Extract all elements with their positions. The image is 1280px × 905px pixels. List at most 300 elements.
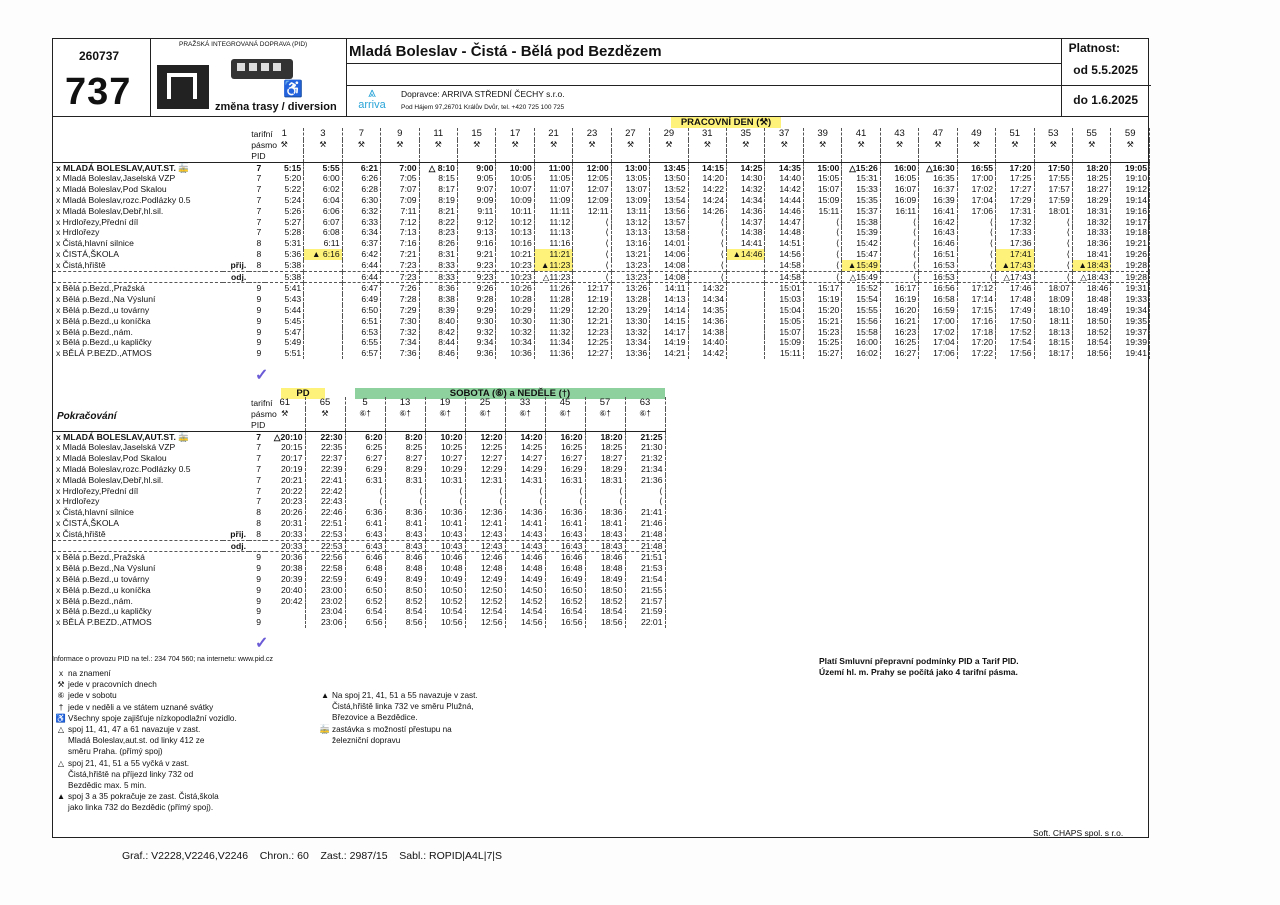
departure-time: ⟨ [345,486,385,497]
departure-time: ⟨ [573,227,611,238]
departure-time: ⟨ [957,271,995,283]
departure-time: 16:59 [919,305,957,316]
departure-time: 13:32 [611,327,649,338]
departure-time: 17:41 [996,249,1034,260]
departure-time: 16:50 [545,585,585,596]
departure-time: 8:26 [419,238,457,249]
trip-symbol: ⚒ [381,140,419,151]
timetable-row [53,442,665,453]
departure-time: 10:23 [496,260,534,271]
departure-time: △11:23 [534,271,572,283]
departure-time: 14:46 [765,206,803,217]
departure-time: 15:39 [842,227,880,238]
stop-name: x Bělá p.Bezd.,Na Výsluní [56,563,156,574]
legend-item [54,668,344,679]
departure-time [727,294,765,305]
departure-time: 8:22 [419,217,457,228]
tariff-zone: 7 [249,431,265,442]
departure-time: 7:00 [381,162,419,173]
departure-time: 7:07 [381,184,419,195]
departure-time: 12:54 [465,606,505,617]
departure-time: 16:29 [545,464,585,475]
departure-time: 10:07 [496,184,534,195]
departure-time: 8:23 [419,227,457,238]
departure-time: 14:36 [505,507,545,518]
departure-time: 9:36 [457,348,495,359]
departure-time: 12:23 [573,327,611,338]
continuation-label: Pokračování [57,411,117,422]
arriva-logo: ⩓ arriva [349,85,395,113]
trip-symbol: ⚒ [688,140,726,151]
departure-time: 19:17 [1111,217,1150,228]
departure-time: 6:57 [342,348,380,359]
timetable-row [53,294,1150,305]
departure-time: 18:07 [1034,283,1072,294]
departure-time: ⟨ [1034,271,1072,283]
departure-time: 17:04 [957,195,995,206]
departure-time: 16:09 [880,195,918,206]
departure-time: 6:20 [345,431,385,442]
trip-symbol [496,151,534,162]
departure-time: 5:45 [265,316,303,327]
departure-time: 15:21 [803,316,841,327]
departure-time: 14:25 [505,442,545,453]
departure-time: 14:30 [727,173,765,184]
departure-time: 6:52 [345,596,385,607]
trip-symbol: ⚒ [880,140,918,151]
departure-time: 11:36 [534,348,572,359]
departure-time: ⟨ [573,217,611,228]
departure-time: 8:56 [385,617,425,628]
departure-time: 15:31 [842,173,880,184]
departure-time: 14:35 [688,305,726,316]
departure-time: 17:02 [957,184,995,195]
departure-time: 11:13 [534,227,572,238]
departure-time: 10:56 [425,617,465,628]
validity-label: Platnost: [1068,41,1120,55]
trip-symbol: ⚒ [996,140,1034,151]
departure-time [727,305,765,316]
software-credit: Soft. CHAPS spol. s r.o. [1033,828,1124,838]
tariff-zone: 9 [256,584,261,595]
departure-time: 12:25 [465,442,505,453]
departure-time: 7:32 [381,327,419,338]
departure-time: 6:50 [342,305,380,316]
departure-time: 9:16 [457,238,495,249]
trip-symbol: ⑥† [465,409,505,420]
weekday-table [53,128,1150,359]
departure-time: ⟨ [425,496,465,507]
tariff-zone: 9 [256,315,262,326]
trip-symbol [727,151,765,162]
tariff-zone: 9 [256,294,262,305]
departure-time: 16:43 [545,540,585,552]
departure-time: 14:40 [765,173,803,184]
departure-time: 17:52 [996,327,1034,338]
stop-name: x Hrdlořezy [56,496,100,507]
departure-time: 8:52 [385,596,425,607]
tariff-zone: 7 [256,173,262,184]
departure-time: 8:25 [385,442,425,453]
departure-time: 15:25 [803,337,841,348]
header-label: PID [251,150,266,161]
departure-time: 18:56 [1072,348,1110,359]
departure-time: 16:46 [919,238,957,249]
departure-time: 15:23 [803,327,841,338]
timetable-row [53,184,1150,195]
departure-time: 11:09 [534,195,572,206]
trip-symbol [345,420,385,431]
departure-time: 11:29 [534,305,572,316]
departure-time: 11:32 [534,327,572,338]
departure-time: 14:27 [505,453,545,464]
departure-time: 19:37 [1111,327,1150,338]
departure-time: 6:02 [304,184,342,195]
departure-time: 13:12 [611,217,649,228]
departure-time: 20:33 [265,540,305,552]
tariff-zone: 7 [256,216,262,227]
departure-time: 16:55 [957,162,995,173]
departure-time: 21:48 [625,540,665,552]
departure-time: 16:02 [842,348,880,359]
departure-time: 15:01 [765,283,803,294]
departure-time: 18:49 [585,574,625,585]
departure-time: 9:23 [457,260,495,271]
timetable-row [53,475,665,486]
departure-time: 16:53 [919,271,957,283]
weekday-band: PRACOVNÍ DEN (⚒) [671,117,781,128]
departure-time: 10:29 [496,305,534,316]
departure-time: 12:21 [573,316,611,327]
departure-time: 21:25 [625,431,665,442]
departure-time: 16:56 [545,617,585,628]
timetable-row [53,540,665,552]
departure-time [304,348,342,359]
legend-item [318,724,578,735]
departure-time: 9:21 [457,249,495,260]
departure-time: 22:41 [305,475,345,486]
departure-time: 17:33 [996,227,1034,238]
departure-time: 8:43 [385,529,425,540]
departure-time: 13:05 [611,173,649,184]
arrival-marker [223,249,249,260]
legend-item [318,735,578,746]
departure-time: 9:00 [457,162,495,173]
departure-time: 6:54 [345,606,385,617]
departure-time: 16:43 [919,227,957,238]
arrival-marker: odj. [223,271,249,283]
legend-text: jede v sobotu [68,691,117,701]
departure-time: 17:00 [957,173,995,184]
departure-time: 6:26 [342,173,380,184]
trip-symbol [419,151,457,162]
departure-time: 8:38 [419,294,457,305]
departure-time: 21:59 [625,606,665,617]
departure-time: 14:13 [650,294,688,305]
departure-time: 14:38 [688,327,726,338]
tariff-zone: 8 [256,517,261,528]
trip-number: 49 [957,128,995,140]
departure-time: 14:38 [727,227,765,238]
departure-time: 16:00 [842,337,880,348]
departure-time: 23:06 [305,617,345,628]
legend-symbol: ▲ [320,691,330,700]
departure-time: 21:46 [625,518,665,529]
departure-time: 8:49 [385,574,425,585]
departure-time: 7:23 [381,260,419,271]
departure-time: ⟨ [573,238,611,249]
departure-time: 6:28 [342,184,380,195]
departure-time: 6:36 [345,507,385,518]
departure-time: 6:44 [342,271,380,283]
departure-time: 16:17 [880,283,918,294]
departure-time: 10:13 [496,227,534,238]
trip-symbol [842,151,880,162]
departure-time: 8:27 [385,453,425,464]
departure-time: 7:11 [381,206,419,217]
departure-time: 19:21 [1111,238,1150,249]
info-line: Informace o provozu PID na tel.: 234 704 560; na internetu: www.pid.cz [52,656,274,663]
tariff-zone: 9 [256,595,261,606]
departure-time: 20:31 [265,518,305,529]
departure-time: 13:23 [611,260,649,271]
timetable-row [53,486,665,497]
stop-name: x Mladá Boleslav,Pod Skalou [56,453,167,464]
departure-time: △18:43 [1072,271,1110,283]
stop-name [53,271,223,283]
departure-time: 18:50 [1072,316,1110,327]
legend-text: na znamení [68,669,111,678]
departure-time: 12:48 [465,563,505,574]
departure-time: 9:32 [457,327,495,338]
departure-time: 10:43 [425,540,465,552]
legend-item [54,791,344,802]
departure-time: 16:39 [919,195,957,206]
timetable-row [53,271,1150,283]
trip-symbol [996,151,1034,162]
departure-time: 20:21 [265,475,305,486]
departure-time: 10:29 [425,464,465,475]
departure-time: 17:18 [957,327,995,338]
departure-time: 17:59 [1034,195,1072,206]
trip-number: 27 [611,128,649,140]
departure-time: 5:38 [265,260,303,271]
legend-text: Všechny spoje zajišťuje nízkopodlažní vozidlo. [68,713,237,723]
tariff-zone: 9 [256,348,262,359]
departure-time: 10:46 [425,552,465,563]
departure-time: 10:05 [496,173,534,184]
trip-symbol: ⚒ [265,409,305,420]
departure-time: 19:31 [1111,283,1150,294]
legend-item [54,735,344,746]
departure-time: ⟨ [688,249,726,260]
departure-time: 5:44 [265,305,303,316]
stop-name: x Mladá Boleslav,Jaselská VZP [56,442,176,453]
timetable-row [53,574,665,585]
departure-time: 12:49 [465,574,505,585]
stop-name: x Bělá p.Bezd.,Na Výsluní [56,294,156,305]
timetable-row [53,283,1150,294]
stop-name: x Hrdlořezy [56,227,100,238]
trip-symbol: ⚒ [573,140,611,151]
departure-time: 22:53 [305,529,345,540]
departure-time: 6:56 [345,617,385,628]
departure-time: 20:38 [265,563,305,574]
departure-time: 22:42 [305,486,345,497]
departure-time: 16:27 [880,348,918,359]
departure-time: 7:26 [381,283,419,294]
departure-time: ⟨ [585,496,625,507]
departure-time: 6:33 [342,217,380,228]
trip-symbol: ⚒ [342,140,380,151]
tariff-zone [249,540,265,552]
departure-time: 8:46 [385,552,425,563]
departure-time [304,305,342,316]
departure-time: 10:49 [425,574,465,585]
departure-time [304,316,342,327]
pid-logo [157,65,209,109]
departure-time: 21:57 [625,596,665,607]
stop-name: x ČISTÁ,ŠKOLA [56,517,120,528]
departure-time: 15:07 [765,327,803,338]
departure-time: 14:47 [765,217,803,228]
departure-time: ⟨ [688,238,726,249]
trip-symbol [919,151,957,162]
departure-time: 18:52 [1072,327,1110,338]
departure-time: 17:20 [996,162,1034,173]
departure-time: 16:05 [880,173,918,184]
departure-time: 18:17 [1034,348,1072,359]
trip-symbol [381,151,419,162]
arrival-marker [223,217,249,228]
legend-item [54,679,344,690]
departure-time: 20:40 [265,585,305,596]
departure-time: 11:16 [534,238,572,249]
departure-time: 8:33 [419,260,457,271]
departure-time: 7:28 [381,294,419,305]
departure-time: 19:14 [1111,195,1150,206]
departure-time: 12:56 [465,617,505,628]
departure-time: 8:42 [419,327,457,338]
departure-time: 5:15 [265,162,303,173]
departure-time: 6:25 [345,442,385,453]
diversion-label: změna trasy / diversion [215,101,337,113]
departure-time: 12:46 [465,552,505,563]
departure-time: 15:42 [842,238,880,249]
departure-time: 21:48 [625,529,665,540]
stop-name: x Mladá Boleslav,Jaselská VZP [56,173,176,184]
departure-time: 21:32 [625,453,665,464]
departure-time: 17:36 [996,238,1034,249]
departure-time: 14:56 [505,617,545,628]
header [53,39,1148,117]
timetable-row [53,260,1150,271]
departure-time: 17:12 [957,283,995,294]
departure-time: 13:58 [650,227,688,238]
stop-name: x Bělá p.Bezd.,Pražská [53,283,223,294]
departure-time: ⟨ [688,271,726,283]
arrival-marker [223,184,249,195]
departure-time: 10:27 [425,453,465,464]
tariff-zone: 9 [256,337,262,348]
weekend-band: SOBOTA (⑥) a NEDĚLE (†) [355,388,665,399]
trip-number: 15 [457,128,495,140]
departure-time: 17:50 [1034,162,1072,173]
trip-symbol [505,420,545,431]
departure-time: 18:25 [585,442,625,453]
departure-time: 7:34 [381,337,419,348]
trip-symbol [688,151,726,162]
departure-time: 23:00 [305,585,345,596]
departure-time: 5:41 [265,283,303,294]
route-title: Mladá Boleslav - Čistá - Bělá pod Bezdězem [349,43,662,60]
carrier: Dopravce: ARRIVA STŘEDNÍ ČECHY s.r.o. [401,89,565,99]
trip-number: 47 [919,128,957,140]
trip-number: 9 [381,128,419,140]
departure-time: 12:43 [465,529,505,540]
departure-time: 14:48 [765,227,803,238]
validity-cell [1061,39,1150,116]
timetable-row [53,206,1150,217]
timetable-row [53,464,665,475]
departure-time: 7:29 [381,305,419,316]
departure-time: 15:55 [842,305,880,316]
departure-time: ⟨ [385,486,425,497]
timetable-row [53,596,665,607]
trip-symbol: ⚒ [650,140,688,151]
departure-time: ⟨ [625,486,665,497]
departure-time: 5:49 [265,337,303,348]
trip-symbol [585,420,625,431]
departure-time: 8:31 [419,249,457,260]
departure-time: 19:41 [1111,348,1150,359]
trip-number: 23 [573,128,611,140]
departure-time: 6:31 [345,475,385,486]
valid-from: od 5.5.2025 [1073,63,1138,77]
departure-time: 18:49 [1072,305,1110,316]
stop-name: x Bělá p.Bezd.,Pražská [53,552,223,563]
departure-time: 12:27 [573,348,611,359]
departure-time: △ 8:10 [419,162,457,173]
legend-text: železniční dopravu [332,735,401,745]
departure-time: 9:13 [457,227,495,238]
tariff-zone [249,271,265,283]
departure-time: 18:43 [585,529,625,540]
departure-time: 18:13 [1034,327,1072,338]
departure-time: 15:17 [803,283,841,294]
trip-symbol: ⚒ [265,140,303,151]
departure-time: 18:41 [585,518,625,529]
legend-text: jede v neděli a ve státem uznané svátky [68,702,214,712]
departure-time: 6:30 [342,195,380,206]
departure-time: 16:31 [545,475,585,486]
departure-time: 18:46 [585,552,625,563]
departure-time: 5:28 [265,227,303,238]
departure-time: △20:10 [265,431,305,442]
departure-time: 10:20 [425,431,465,442]
legend-item [54,758,344,769]
pd-band: PD [281,388,325,399]
arrival-marker [223,294,249,305]
departure-time: 14:51 [765,238,803,249]
stop-name: x Hrdlořezy,Přední díl [56,485,138,496]
departure-time: ⟨ [1034,249,1072,260]
timetable-row [53,173,1150,184]
legend-item [54,769,344,780]
stop-name: x Bělá p.Bezd.,u koníčka [56,584,151,595]
departure-time: 19:28 [1111,260,1150,271]
departure-time: 18:25 [1072,173,1110,184]
